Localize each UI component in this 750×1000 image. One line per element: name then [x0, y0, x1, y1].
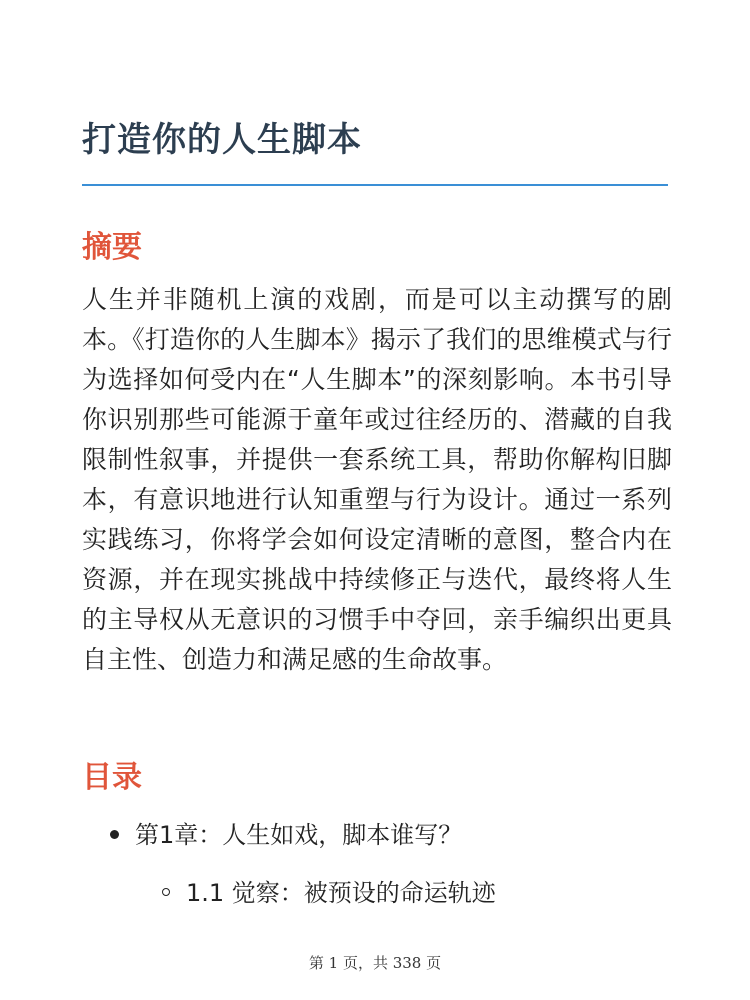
bullet-disc-icon — [110, 830, 119, 839]
toc-item-label: 1.1 觉察：被预设的命运轨迹 — [186, 879, 496, 907]
book-title: 打造你的人生脚本 — [82, 120, 362, 160]
toc-item-label: 第1章：人生如戏，脚本谁写？ — [135, 821, 463, 849]
summary-paragraph: 人生并非随机上演的戏剧，而是可以主动撰写的剧本。《打造你的人生脚本》揭示了我们的思维模式与行为选择如何受内在“人生脚本”的深刻影响。本书引导你识别那些可能源于童年或过往经历的、潜藏的自我限制性叙事，并提供一套系统工具，帮助你解构旧脚本，有意识地进行认知重塑与行为设计。通过一系列实践练习，你将学会如何设定清晰的意图，整合内在资源，并在现实挑战中持续修正与迭代，最终将人生的主导权从无意识的习惯手中夺回，亲手编织出更具自主性、创造力和满足感的生命故事。 — [82, 285, 672, 674]
toc-item-section-1-1[interactable] — [162, 873, 496, 908]
page-number-footer: 第 1 页，共 338 页 — [308, 954, 442, 972]
summary-heading: 摘要 — [82, 230, 142, 265]
title-divider — [82, 184, 668, 186]
toc-heading: 目录 — [82, 760, 142, 795]
toc-item-chapter-1[interactable] — [110, 815, 462, 850]
bullet-circle-icon — [162, 888, 170, 896]
